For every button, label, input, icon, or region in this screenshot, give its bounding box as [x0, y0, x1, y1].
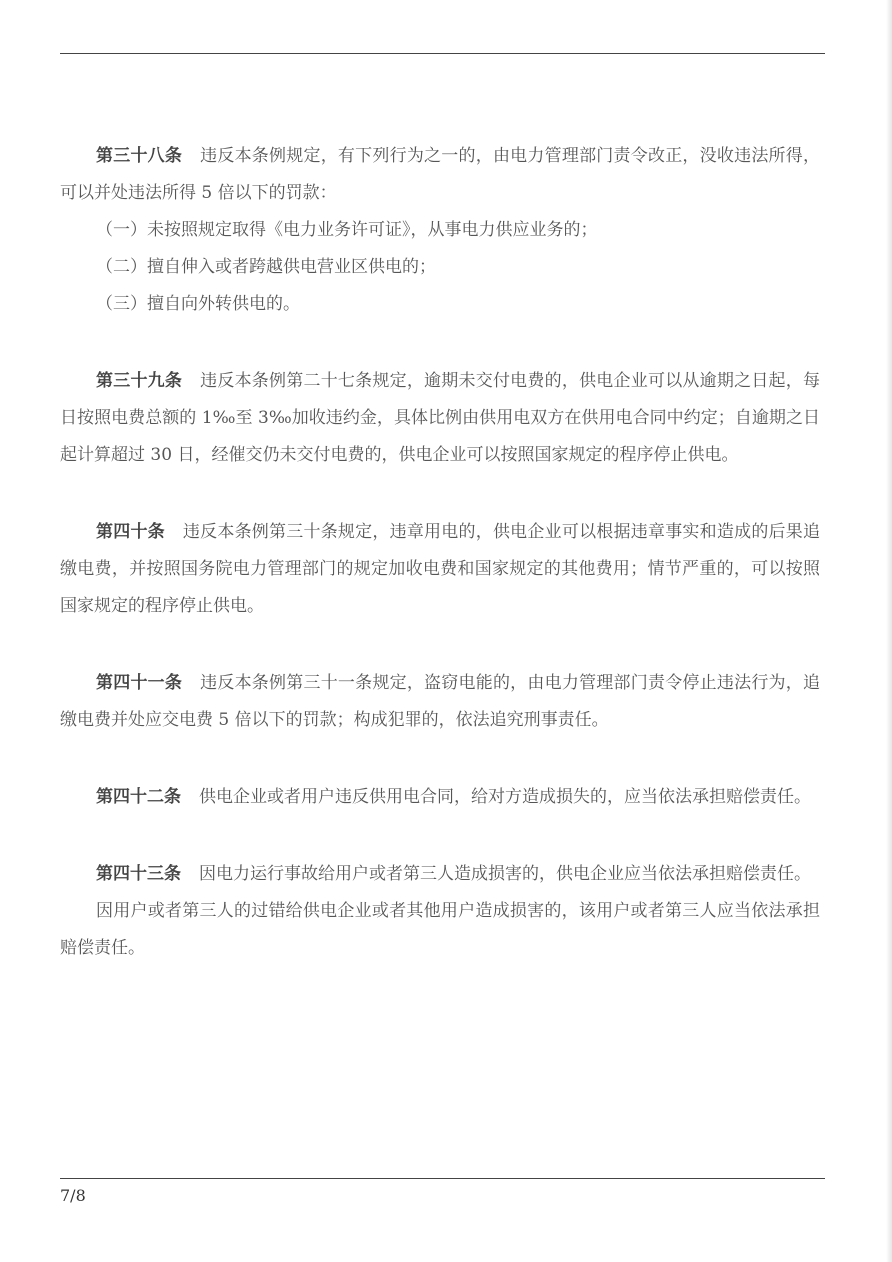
article-heading: 第三十九条	[96, 371, 183, 391]
page-number: 7/8	[60, 1186, 86, 1205]
article-paragraph	[60, 138, 820, 212]
article-text: 违反本条例第三十条规定，违章用电的，供电企业可以根据违章事实和造成的后果追缴电费，并按照国务院电力管理部门的规定加收电费和国家规定的其他费用；情节严重的，可以按照国家规定的程序停止供电。	[60, 522, 821, 616]
article-text: 违反本条例规定，有下列行为之一的，由电力管理部门责令改正，没收违法所得，可以并处违法所得 5 倍以下的罚款：	[60, 146, 820, 203]
article-42	[60, 779, 820, 816]
article-list-item: （二）擅自伸入或者跨越供电营业区供电的；	[96, 257, 436, 277]
article-heading: 第四十一条	[96, 673, 183, 693]
article-heading: 第四十三条	[96, 864, 181, 884]
article-continuation: 因用户或者第三人的过错给供电企业或者其他用户造成损害的，该用户或者第三人应当依法承担赔偿责任。	[60, 901, 820, 958]
article-40	[60, 514, 820, 625]
article-41	[60, 665, 820, 739]
article-text: 违反本条例第三十一条规定，盗窃电能的，由电力管理部门责令停止违法行为，追缴电费并处应交电费 5 倍以下的罚款；构成犯罪的，依法追究刑事责任。	[60, 673, 820, 730]
article-43	[60, 856, 820, 967]
article-heading: 第四十条	[96, 522, 165, 542]
article-text: 供电企业或者用户违反供用电合同，给对方造成损失的，应当依法承担赔偿责任。	[199, 787, 811, 807]
article-heading: 第三十八条	[96, 146, 183, 166]
page-edge-shadow	[886, 0, 892, 1262]
article-list-item: （三）擅自向外转供电的。	[96, 294, 300, 314]
document-body	[60, 138, 820, 967]
article-38	[60, 138, 820, 323]
article-list-item: （一）未按照规定取得《电力业务许可证》，从事电力供应业务的；	[96, 220, 598, 240]
article-paragraph	[60, 856, 820, 893]
article-text: 因电力运行事故给用户或者第三人造成损害的，供电企业应当依法承担赔偿责任。	[199, 864, 811, 884]
article-text: 违反本条例第二十七条规定，逾期未交付电费的，供电企业可以从逾期之日起，每日按照电费总额的 1‰至 3‰加收违约金，具体比例由供用电双方在供用电合同中约定；自逾期之日起计算超过 30 日，经催交仍未交付电费的，供电企业可以按照国家规定的程序停止供电。	[60, 371, 820, 465]
footer-rule	[60, 1178, 825, 1179]
article-heading: 第四十二条	[96, 787, 181, 807]
article-39	[60, 363, 820, 474]
header-rule	[60, 53, 825, 54]
